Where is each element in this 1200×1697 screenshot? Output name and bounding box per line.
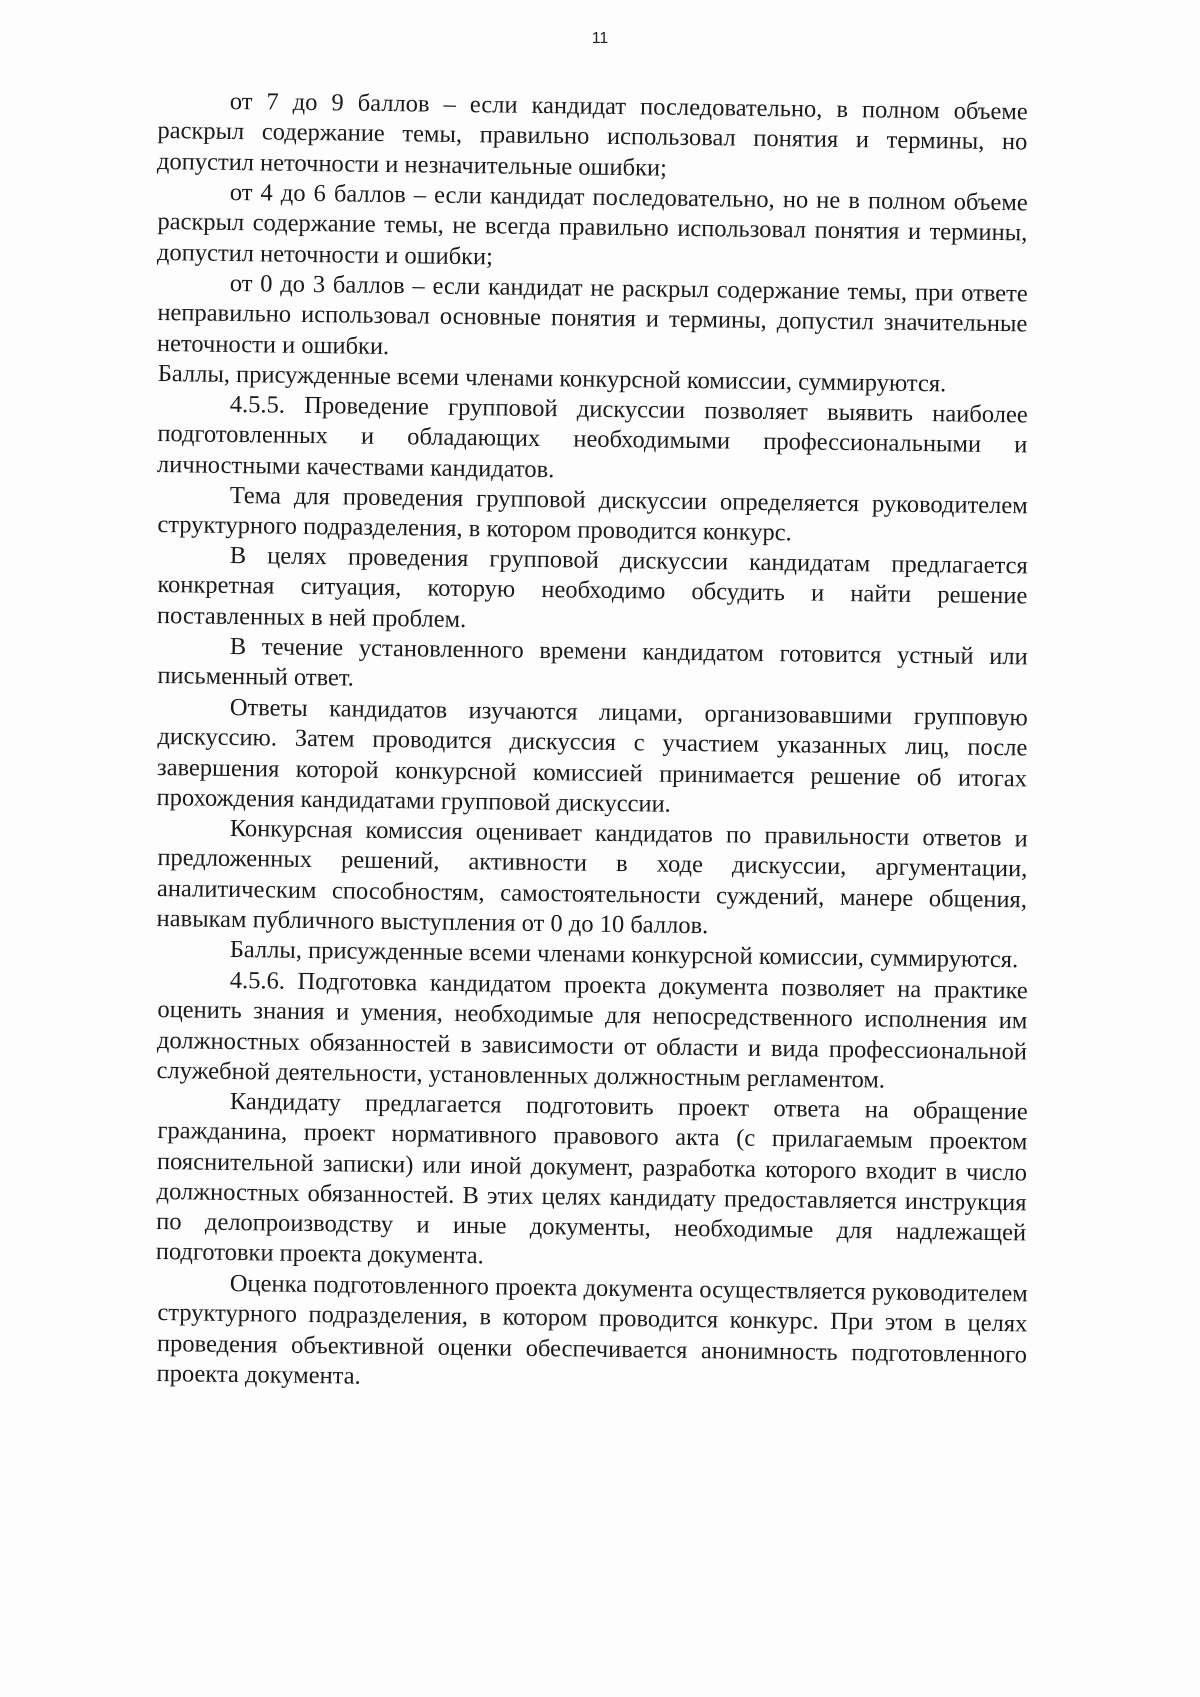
paragraph: 4.5.6. Подготовка кандидатом проекта документа позволяет на практике оценить знания и умения, необходимые для непосредственного исполнения им должностных обязанностей в зависимости от области и вида профессиональной служебной деятельности, установленных должностным регламентом.: [156, 966, 1028, 1094]
paragraph: от 0 до 3 баллов – если кандидат не раскрыл содержание темы, при ответе неправильно использовал основные понятия и термины, допустил значительные неточности и ошибки.: [156, 269, 1028, 360]
paragraph: Тема для проведения групповой дискуссии определяется руководителем структурного подразделения, в котором проводится конкурс.: [157, 481, 1028, 547]
paragraph: Конкурсная комиссия оценивает кандидатов по правильности ответов и предложенных решений, активности в ходе дискуссии, аргументации, аналитическим способностям, самостоятельности суждений, манере общения, навыкам публичного выступления от 0 до 10 баллов.: [156, 815, 1028, 940]
paragraph: В целях проведения групповой дискуссии кандидатам предлагается конкретная ситуация, которую необходимо обсудить и найти решение поставленных в ней проблем.: [156, 542, 1028, 634]
paragraph: Ответы кандидатов изучаются лицами, организовавшими групповую дискуссию. Затем проводится дискуссия с участием указанных лиц, после завершения которой конкурсной комиссией принимается решение об итогах прохождения кандидатами групповой дискуссии.: [156, 693, 1028, 818]
paragraph: Баллы, присужденные всеми членами конкурсной комиссии, суммируются.: [157, 359, 947, 397]
paragraph: 4.5.5. Проведение групповой дискуссии позволяет выявить наиболее подготовленных и обладающих необходимыми профессиональными и личностными качествами кандидатов.: [156, 390, 1028, 483]
paragraph: В течение установленного времени кандидатом готовится устный или письменный ответ.: [157, 633, 1028, 693]
paragraph: от 4 до 6 баллов – если кандидат последовательно, но не в полном объеме раскрыл содержание темы, не всегда правильно использовал понятия и термины, допустил неточности и ошибки;: [156, 178, 1028, 270]
paragraph: Баллы, присужденные всеми членами конкурсной комиссии, суммируются.: [229, 936, 1019, 974]
paragraph: Оценка подготовленного проекта документа осуществляется руководителем структурного подразделения, в котором проводится конкурс. При этом в целях проведения объективной оценки обеспечивается анонимность подготовленного проекта документа.: [156, 1269, 1028, 1390]
document-body: [155, 86, 1028, 1390]
paragraph: от 7 до 9 баллов – если кандидат последовательно, в полном объеме раскрыл содержание темы, правильно использовал понятия и термины, но допустил неточности и незначительные ошибки;: [156, 87, 1028, 182]
page-number: 11: [591, 30, 609, 47]
paragraph: Кандидату предлагается подготовить проект ответа на обращение гражданина, проект нормативного правового акта (с прилагаемым проектом пояснительной записки) или иной документ, разработка которого входит в число должностных обязанностей. В этих целях кандидату предоставляется инструкция по делопроизводству и иные документы, необходимые для надлежащей подготовки проекта документа.: [155, 1087, 1028, 1270]
